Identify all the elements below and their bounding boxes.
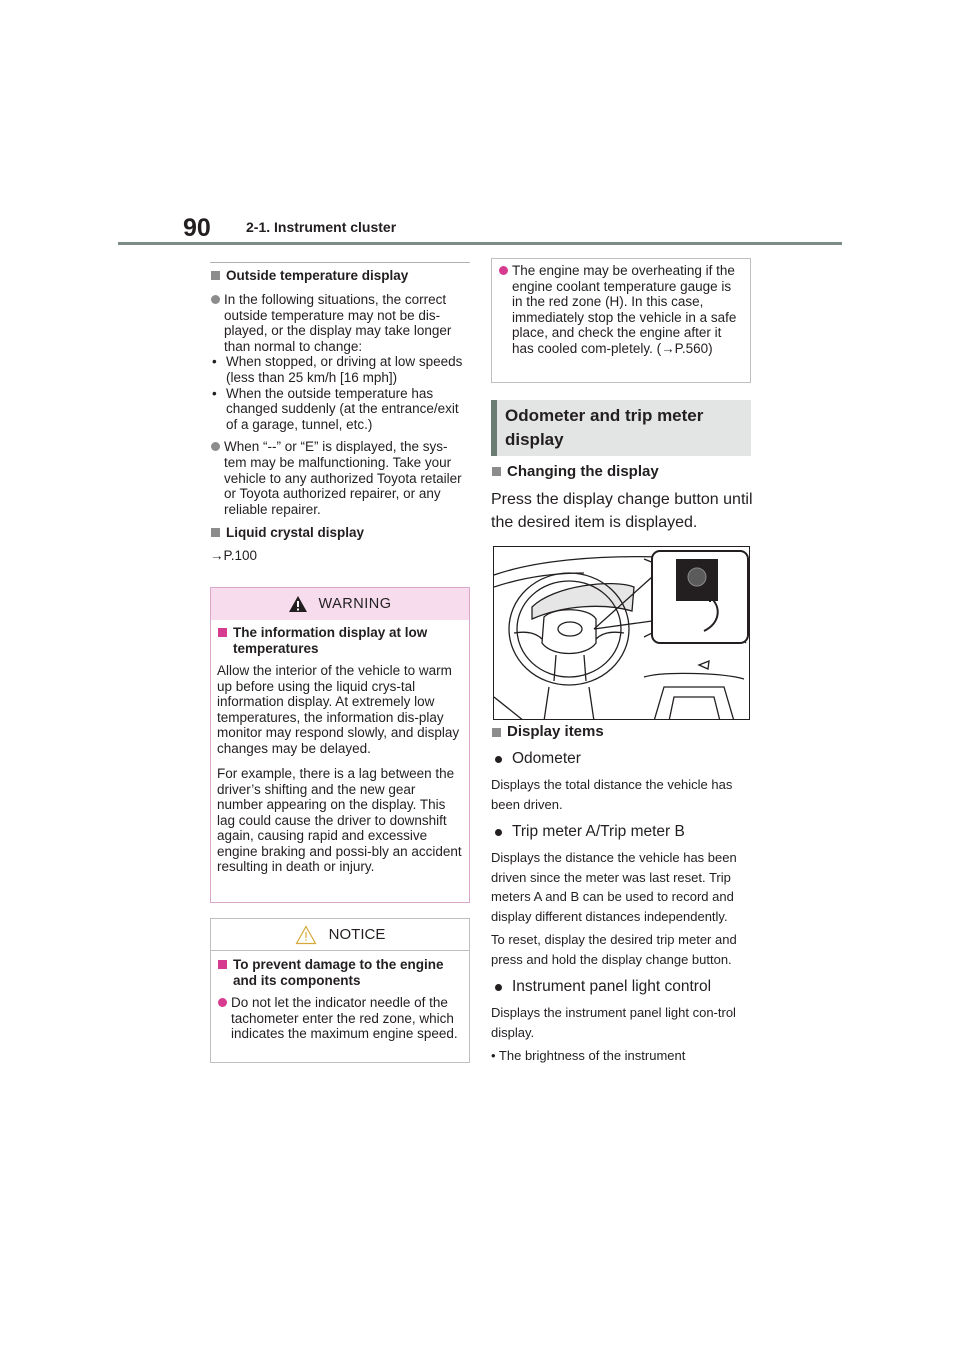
display-items-heading: Display items xyxy=(491,724,753,740)
panel-light-item-desc: Displays the instrument panel light con-trol display. xyxy=(491,1005,736,1040)
left-column xyxy=(210,262,470,563)
trip-meter-item-desc-2: To reset, display the desired trip meter and press and hold the display change button. xyxy=(491,932,737,967)
notice-label: NOTICE xyxy=(328,926,386,943)
warning-box xyxy=(210,587,470,903)
round-bullet-icon xyxy=(495,829,502,836)
odometer-item-desc: Displays the total distance the vehicle has been driven. xyxy=(491,777,733,812)
overheat-bullet: The engine may be overheating if the engine coolant temperature gauge is in the red zone (H). In this case, immediately stop the vehicle in a safe place, and check the engine after it has cooled com-pletely. (→P.560) xyxy=(498,263,744,357)
dashboard-drawing xyxy=(494,547,750,720)
trip-meter-item-title: Trip meter A/Trip meter B xyxy=(491,823,753,841)
warning-paragraph-1: Allow the interior of the vehicle to warm up before using the liquid crys-tal information display. At extremely low temperatures, the information dis-play monitor may respond slowly, and display changes may be delayed. xyxy=(217,663,460,756)
round-bullet-icon xyxy=(211,295,220,304)
changing-display-text: Press the display change button until the desired item is displayed. xyxy=(491,491,753,531)
trip-meter-item-desc-1: Displays the distance the vehicle has been driven since the meter was last reset. Trip meters A and B can be used to record and display different distances independently. xyxy=(491,850,737,924)
square-bullet-icon xyxy=(218,960,227,969)
notice-bullet: Do not let the indicator needle of the tachometer enter the red zone, which indicates the maximum engine speed. xyxy=(217,995,463,1042)
outside-temp-bullet-1: In the following situations, the correct outside temperature may not be dis-played, or the display may take longer than normal to change: xyxy=(210,292,470,354)
notice-heading: To prevent damage to the engine and its components xyxy=(217,957,463,989)
warning-triangle-icon xyxy=(288,595,308,613)
warning-label: WARNING xyxy=(318,596,392,612)
odometer-item-title: Odometer xyxy=(491,750,753,768)
warning-header xyxy=(211,588,469,620)
round-bullet-icon xyxy=(218,998,227,1007)
round-bullet-icon xyxy=(211,442,220,451)
square-bullet-icon xyxy=(492,728,501,737)
caution-triangle-icon xyxy=(295,925,317,945)
square-bullet-icon xyxy=(218,628,227,637)
odometer-section-title: Odometer and trip meter display xyxy=(491,400,751,456)
display-items-section xyxy=(491,724,753,1066)
header-divider xyxy=(118,242,842,245)
section-title: 2-1. Instrument cluster xyxy=(246,219,397,235)
lcd-heading: Liquid crystal display xyxy=(210,525,470,541)
outside-temp-dash-1: • When stopped, or driving at low speeds (less than 25 km/h [16 mph]) xyxy=(212,354,463,385)
lcd-page-reference[interactable]: →P.100 xyxy=(210,548,258,564)
warning-paragraph-2: For example, there is a lag between the driver’s shifting and the new gear number appearing on the display. This lag could cause the driver to downshift again, causing rapid and excessive engine braking and possi-bly an accident resulting in death or injury. xyxy=(217,766,462,874)
outside-temp-dash-2: • When the outside temperature has changed suddenly (at the entrance/exit of a garage, tunnel, etc.) xyxy=(212,385,459,432)
outside-temp-heading: Outside temperature display xyxy=(210,262,470,284)
round-bullet-icon xyxy=(495,756,502,763)
panel-light-item-title: Instrument panel light control xyxy=(491,978,753,996)
square-bullet-icon xyxy=(211,271,220,280)
notice-box xyxy=(210,918,470,1063)
notice-header xyxy=(211,919,469,951)
panel-light-item-bullet: • The brightness of the instrument xyxy=(491,1048,686,1063)
outside-temp-bullet-2: When “--” or “E” is displayed, the sys-tem may be malfunctioning. Take your vehicle to any authorized Toyota retailer or Toyota authorized repairer, or any reliable repairer. xyxy=(210,439,470,517)
steering-wheel-illustration xyxy=(493,546,750,720)
square-bullet-icon xyxy=(211,528,220,537)
round-bullet-icon xyxy=(499,266,508,275)
changing-display-heading: Changing the display xyxy=(491,463,659,480)
page-number: 90 xyxy=(183,214,211,242)
round-bullet-icon xyxy=(495,984,502,991)
overheat-note-box xyxy=(491,258,751,383)
warning-heading: The information display at low temperatures xyxy=(217,625,463,657)
square-bullet-icon xyxy=(492,467,501,476)
